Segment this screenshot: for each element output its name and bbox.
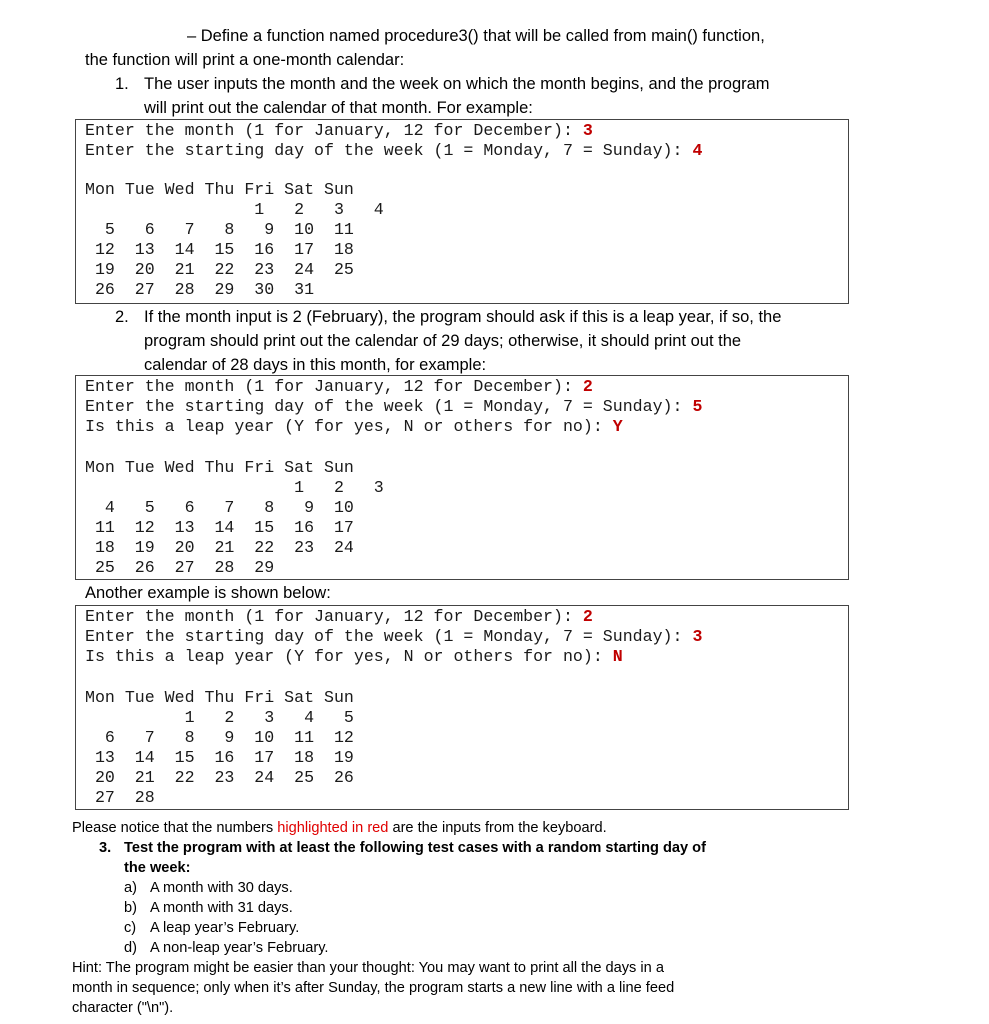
- example-2-box: [75, 375, 849, 580]
- test-case-label: b): [124, 900, 137, 916]
- ex2-calendar-row: 11 12 13 14 15 16 17: [85, 518, 354, 537]
- notice-text-before: Please notice that the numbers: [72, 820, 278, 836]
- notice-line: [72, 818, 607, 838]
- ex1-day-line: [85, 141, 702, 161]
- intro-line-1: – Define a function named procedure3() that will be called from main() function,: [187, 27, 765, 45]
- item-2-line-1: If the month input is 2 (February), the program should ask if this is a leap year, if so, the: [144, 308, 782, 326]
- item-2-line-3: calendar of 28 days in this month, for example:: [144, 356, 487, 374]
- hint-line-1: Hint: The program might be easier than your thought: You may want to print all the days in a: [72, 960, 664, 976]
- ex1-calendar-row: 12 13 14 15 16 17 18: [85, 240, 354, 259]
- ex2-day-line: [85, 397, 702, 417]
- ex2-calendar-header: Mon Tue Wed Thu Fri Sat Sun: [85, 458, 354, 477]
- test-case-label: a): [124, 880, 137, 896]
- test-case-text: A month with 31 days.: [150, 900, 293, 916]
- item-2-number: 2.: [115, 308, 129, 326]
- ex2-day-input: 5: [692, 397, 703, 416]
- hint-line-3: character ("\n").: [72, 1000, 174, 1016]
- ex2-leap-prompt: Is this a leap year (Y for yes, N or others for no):: [85, 417, 613, 436]
- test-case-text: A non-leap year’s February.: [150, 940, 329, 956]
- ex1-calendar-row: 26 27 28 29 30 31: [85, 280, 315, 299]
- item-3-line-1: Test the program with at least the following test cases with a random starting day of: [124, 840, 706, 856]
- ex2-day-prompt: Enter the starting day of the week (1 = Monday, 7 = Sunday):: [85, 397, 693, 416]
- item-1-number: 1.: [115, 75, 129, 93]
- notice-text-after: are the inputs from the keyboard.: [388, 820, 607, 836]
- ex2-calendar-row: 25 26 27 28 29: [85, 558, 275, 577]
- test-case-label: d): [124, 940, 137, 956]
- item-2-line-2: program should print out the calendar of 29 days; otherwise, it should print out the: [144, 332, 742, 350]
- ex3-month-line: [85, 607, 593, 627]
- ex2-calendar-row: 4 5 6 7 8 9 10: [85, 498, 354, 517]
- ex3-calendar-row: 1 2 3 4 5: [85, 708, 354, 727]
- ex3-calendar-row: 27 28: [85, 788, 155, 807]
- ex1-calendar-row: 5 6 7 8 9 10 11: [85, 220, 354, 239]
- item-1-line-2: will print out the calendar of that month. For example:: [144, 99, 533, 117]
- ex2-calendar-row: 18 19 20 21 22 23 24: [85, 538, 354, 557]
- ex3-month-input: 2: [582, 607, 593, 626]
- ex3-month-prompt: Enter the month (1 for January, 12 for December):: [85, 607, 583, 626]
- ex3-day-input: 3: [692, 627, 703, 646]
- item-3-number: 3.: [99, 840, 112, 856]
- ex2-month-input: 2: [582, 377, 593, 396]
- test-case-label: c): [124, 920, 137, 936]
- another-example-label: Another example is shown below:: [85, 584, 331, 602]
- ex3-day-line: [85, 627, 702, 647]
- ex1-month-prompt: Enter the month (1 for January, 12 for December):: [85, 121, 583, 140]
- intro-line-2: the function will print a one-month calendar:: [85, 51, 405, 69]
- ex1-calendar-header: Mon Tue Wed Thu Fri Sat Sun: [85, 180, 354, 199]
- ex1-day-prompt: Enter the starting day of the week (1 = Monday, 7 = Sunday):: [85, 141, 693, 160]
- ex2-month-line: [85, 377, 593, 397]
- item-1-line-1: The user inputs the month and the week on which the month begins, and the program: [144, 75, 770, 93]
- ex3-leap-line: [85, 647, 623, 667]
- ex3-leap-input: N: [612, 647, 623, 666]
- test-case-text: A month with 30 days.: [150, 880, 293, 896]
- ex1-month-line: [85, 121, 593, 141]
- ex2-leap-line: [85, 417, 623, 437]
- ex2-calendar-row: 1 2 3: [85, 478, 384, 497]
- ex2-leap-input: Y: [612, 417, 623, 436]
- ex3-calendar-row: 6 7 8 9 10 11 12: [85, 728, 354, 747]
- notice-highlight: highlighted in red: [277, 820, 389, 836]
- ex3-calendar-row: 13 14 15 16 17 18 19: [85, 748, 354, 767]
- example-1-box: [75, 119, 849, 304]
- ex3-calendar-row: 20 21 22 23 24 25 26: [85, 768, 354, 787]
- ex3-calendar-header: Mon Tue Wed Thu Fri Sat Sun: [85, 688, 354, 707]
- item-3-line-2: the week:: [124, 860, 191, 876]
- example-3-box: [75, 605, 849, 810]
- ex1-day-input: 4: [692, 141, 703, 160]
- ex1-month-input: 3: [582, 121, 593, 140]
- ex1-calendar-row: 19 20 21 22 23 24 25: [85, 260, 354, 279]
- ex3-day-prompt: Enter the starting day of the week (1 = Monday, 7 = Sunday):: [85, 627, 693, 646]
- test-case-text: A leap year’s February.: [150, 920, 300, 936]
- ex3-leap-prompt: Is this a leap year (Y for yes, N or others for no):: [85, 647, 613, 666]
- ex1-calendar-row: 1 2 3 4: [85, 200, 384, 219]
- hint-line-2: month in sequence; only when it’s after Sunday, the program starts a new line with a line feed: [72, 980, 675, 996]
- ex2-month-prompt: Enter the month (1 for January, 12 for December):: [85, 377, 583, 396]
